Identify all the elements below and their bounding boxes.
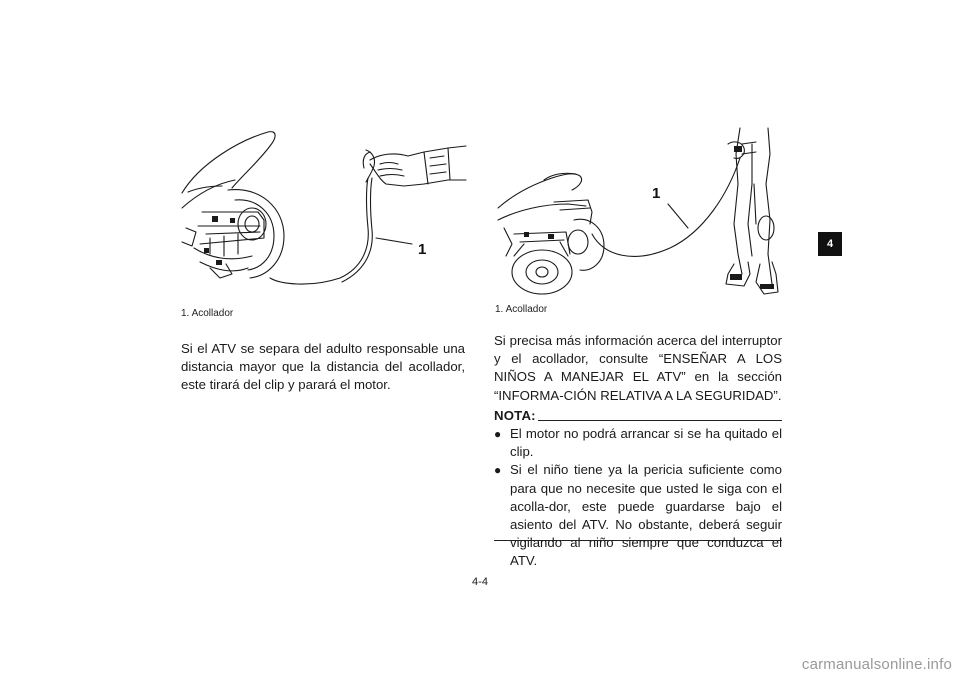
- nota-end-rule: [494, 540, 782, 541]
- page-number: 4-4: [472, 576, 488, 588]
- left-figure-callout: 1: [418, 241, 427, 258]
- right-figure-caption: 1. Acollador: [495, 304, 548, 315]
- left-paragraph: Si el ATV se separa del adulto responsable una distancia mayor que la distancia del acollador, este tirará del clip y parará el motor.: [181, 341, 465, 393]
- bullet-dot-icon: ●: [494, 427, 502, 441]
- watermark: carmanualsonline.info: [801, 656, 952, 673]
- nota-bullet: [494, 425, 782, 461]
- nota-bullet-text: El motor no podrá arrancar si se ha quitado el clip.: [510, 426, 782, 460]
- nota-header: [494, 408, 782, 426]
- left-figure-caption: 1. Acollador: [181, 308, 234, 319]
- right-paragraph: Si precisa más información acerca del interruptor y el acollador, consulte “ENSEÑAR A LOS NIÑOS A MANEJAR EL ATV” en la sección “INFORMA-CIÓN RELATIVA A LA SEGURIDAD”.: [494, 333, 782, 403]
- right-figure-adult-atv: [494, 124, 784, 296]
- nota-bullet-text: Si el niño tiene ya la pericia suficiente como para que no necesite que usted le siga con el acolla-dor, este puede guardarse bajo el asiento del ATV. No obstante, deberá seguir vigilando al niño siempre que conduzca el ATV.: [510, 462, 782, 569]
- atv-rear-tether-illustration: [180, 128, 470, 306]
- nota-bullet-list: [494, 425, 782, 571]
- adult-holding-tether-illustration: [494, 124, 784, 296]
- bullet-dot-icon: ●: [494, 463, 502, 478]
- left-figure-tether-hand: [180, 128, 470, 306]
- right-figure-callout: 1: [652, 185, 661, 202]
- nota-rule: [538, 420, 782, 421]
- nota-label: NOTA:: [494, 408, 536, 423]
- chapter-tab[interactable]: 4: [818, 232, 842, 256]
- nota-bullet: [494, 461, 782, 570]
